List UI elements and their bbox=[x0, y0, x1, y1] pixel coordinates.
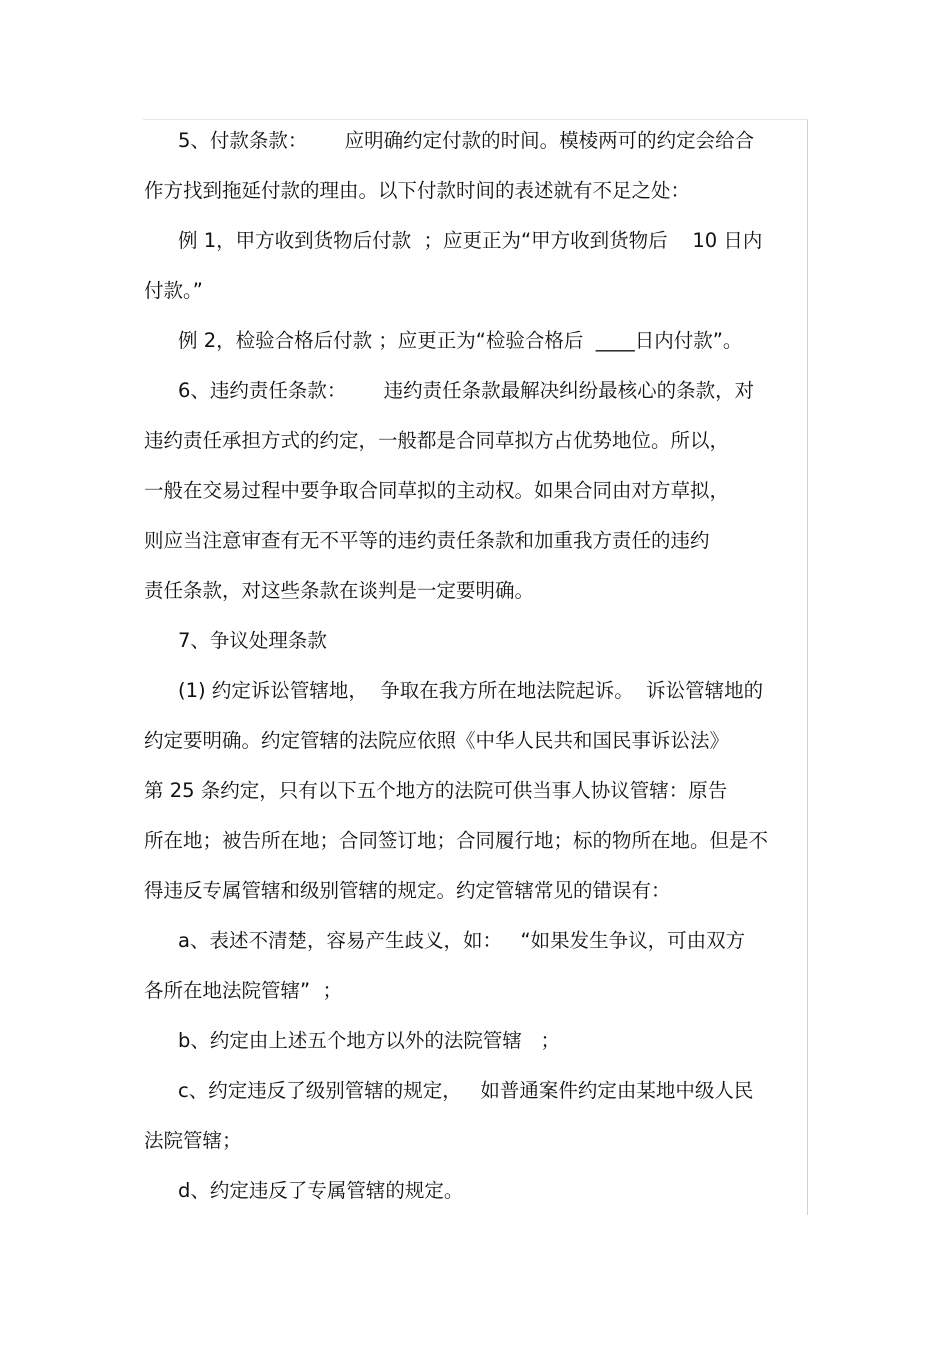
paragraph-line: 所在地；被告所在地；合同签订地；合同履行地；标的物所在地。但是不 bbox=[144, 829, 769, 852]
paragraph-line: 责任条款，对这些条款在谈判是一定要明确。 bbox=[144, 579, 535, 602]
paragraph-line: 违约责任承担方式的约定，一般都是合同草拟方占优势地位。所以， bbox=[144, 429, 730, 452]
paragraph-line: 则应当注意审查有无不平等的违约责任条款和加重我方责任的违约 bbox=[144, 529, 710, 552]
paragraph-line: 第 25 条约定，只有以下五个地方的法院可供当事人协议管辖：原告 bbox=[144, 779, 728, 802]
paragraph-line: 法院管辖； bbox=[144, 1129, 242, 1152]
paragraph-line: 各所在地法院管辖” ； bbox=[144, 979, 342, 1002]
paragraph-line: 5、付款条款： 应明确约定付款的时间。模棱两可的约定会给合 bbox=[178, 129, 755, 152]
list-item: c、约定违反了级别管辖的规定， 如普通案件约定由某地中级人民 bbox=[178, 1079, 754, 1102]
paragraph-line: 例 2，检验合格后付款 ；应更正为“检验合格后 ____日内付款”。 bbox=[178, 329, 743, 352]
list-item: d、约定违反了专属管辖的规定。 bbox=[178, 1179, 464, 1202]
paragraph-line: 得违反专属管辖和级别管辖的规定。约定管辖常见的错误有： bbox=[144, 879, 671, 902]
section-heading: 7、争议处理条款 bbox=[178, 629, 327, 652]
paragraph-line: 付款。” bbox=[144, 279, 203, 302]
list-item: b、约定由上述五个地方以外的法院管辖 ； bbox=[178, 1029, 560, 1052]
list-item: a、表述不清楚，容易产生歧义，如： “如果发生争议，可由双方 bbox=[178, 929, 746, 952]
paragraph-line: 约定要明确。约定管辖的法院应依照《中华人民共和国民事诉讼法》 bbox=[144, 729, 730, 752]
paragraph-line: 6、违约责任条款： 违约责任条款最解决纠纷最核心的条款，对 bbox=[178, 379, 755, 402]
paragraph-line: 一般在交易过程中要争取合同草拟的主动权。如果合同由对方草拟， bbox=[144, 479, 730, 502]
paragraph-line: 例 1，甲方收到货物后付款 ；应更正为“甲方收到货物后 10 日内 bbox=[178, 229, 763, 252]
paragraph-line: (1) 约定诉讼管辖地， 争取在我方所在地法院起诉。 诉讼管辖地的 bbox=[178, 679, 764, 702]
paragraph-line: 作方找到拖延付款的理由。以下付款时间的表述就有不足之处： bbox=[144, 179, 691, 202]
